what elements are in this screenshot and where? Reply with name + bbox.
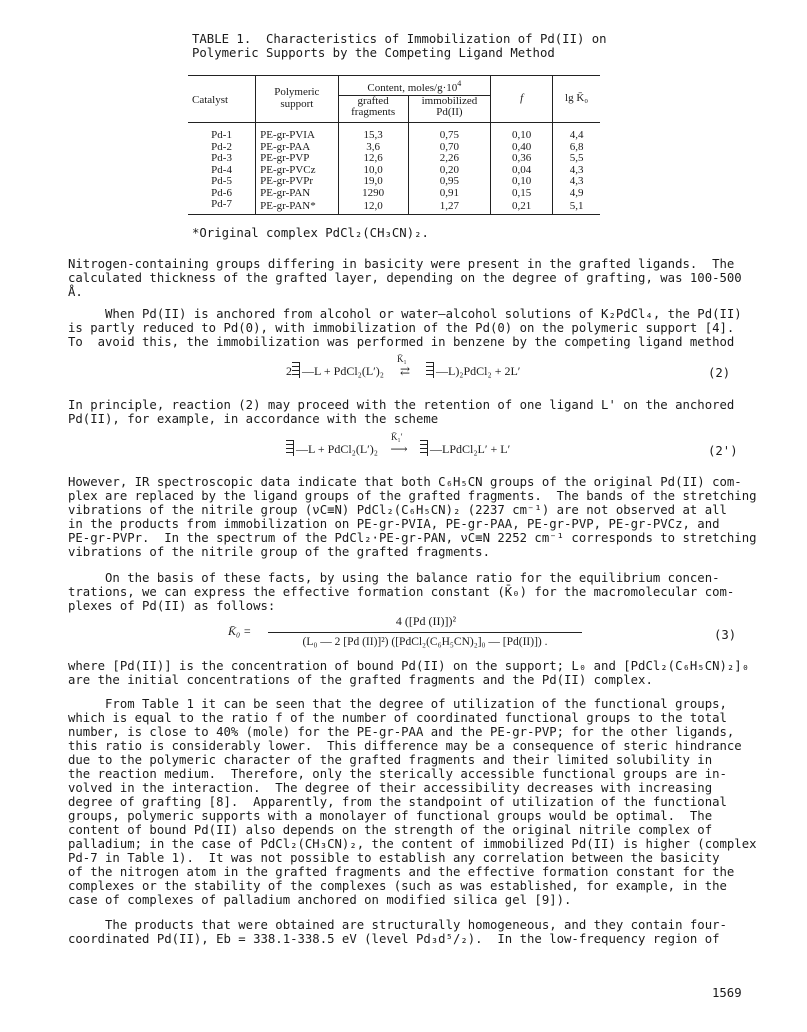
table-1: [188, 75, 600, 215]
eq3-numerator: 4 ([Pd (II)])²: [395, 614, 457, 628]
table-row: Pd-2 PE-gr-PAA 3,6 0,70 0,40 6,8: [188, 142, 600, 154]
para7-line: From Table 1 it can be seen that the degree of utilization of the functional groups,: [68, 697, 727, 711]
para4-line: plex are replaced by the ligand groups of the grafted fragments. The bands of the stretching: [68, 489, 757, 503]
para1-line: Å.: [68, 285, 83, 299]
para7-line: number, is close to 40% (mole) for the PE-gr-PAA and the PE-gr-PVP; for the other ligands,: [68, 725, 735, 739]
equation-2-prime: —L + PdCl₂(L′)₂ K̄₁′ ⟶ —LPdCl₂L′ + L′: [286, 440, 510, 457]
para4-line: vibrations of the nitrile group of the grafted fragments.: [68, 545, 490, 559]
para7-line: volved in the interaction. The degree of their accessibility decreases with increasing: [68, 781, 713, 795]
surface-symbol: [292, 362, 300, 378]
para7-line: groups, polymeric supports with a monolayer of functional groups would be optimal. The: [68, 809, 713, 823]
para4-line: in the products from immobilization on PE-gr-PVIA, PE-gr-PAA, PE-gr-PVP, PE-gr-PVCz, and: [68, 517, 720, 531]
para8-line: The products that were obtained are structurally homogeneous, and they contain four-: [68, 918, 727, 932]
para6-line: where [Pd(II)] is the concentration of bound Pd(II) on the support; L₀ and [PdCl₂(C₆H₅CN)₂]₀: [68, 659, 750, 673]
reaction-arrow: K̄₁′ ⟶: [390, 432, 408, 456]
table-row: Pd-7 PE-gr-PAN* 12,0 1,27 0,21 5,1: [188, 199, 600, 214]
table-row: Pd-4 PE-gr-PVCz 10,0 0,20 0,04 4,3: [188, 165, 600, 177]
eq3-denominator: (L₀ — 2 [Pd (II)]²) ([PdCl₂(C₆H₅CN)₂]₀ — [Pd(II)]) .: [302, 636, 548, 648]
header-support: Polymeric support: [256, 76, 338, 123]
para7-line: palladium; in the case of PdCl₂(CH₃CN)₂, the content of immobilized Pd(II) is higher (complex: [68, 837, 757, 851]
eq3-number: (3): [714, 628, 737, 642]
para4-line: PE-gr-PVPr. In the spectrum of the PdCl₂·PE-gr-PAN, νC≡N 2252 cm⁻¹ corresponds to stretching: [68, 531, 757, 545]
table-caption-line1: TABLE 1. Characteristics of Immobilization of Pd(II) on: [192, 32, 607, 46]
para7-line: degree of grafting [8]. Apparently, from the standpoint of utilization of the functional: [68, 795, 727, 809]
para5-line: On the basis of these facts, by using the balance ratio for the equilibrium concen-: [68, 571, 720, 585]
para5-line: trations, we can express the effective formation constant (K̄₀) for the macromolecular com-: [68, 585, 735, 599]
para2-line: is partly reduced to Pd(0), with immobilization of the Pd(0) on the polymeric support [4].: [68, 321, 735, 335]
para3-line: Pd(II), for example, in accordance with the scheme: [68, 412, 439, 426]
header-content: Content, moles/$g\cdot 10^4$: [338, 76, 491, 96]
header-grafted: grafted fragments: [338, 95, 408, 122]
fraction-bar: [268, 632, 582, 633]
para1-line: Nitrogen-containing groups differing in basicity were present in the grafted ligands. The: [68, 257, 735, 271]
para1-line: calculated thickness of the grafted layer, depending on the degree of grafting, was 100-500: [68, 271, 742, 285]
header-f: f: [491, 76, 553, 123]
para4-line: However, IR spectroscopic data indicate that both C₆H₅CN groups of the original Pd(II) com-: [68, 475, 742, 489]
eq2-number: (2): [708, 366, 731, 380]
para4-line: vibrations of the nitrile group (νC≡N) PdCl₂(C₆H₅CN)₂ (2237 cm⁻¹) are not observed at all: [68, 503, 727, 517]
para7-line: due to the polymeric character of the grafted fragments and their limited solubility in: [68, 753, 713, 767]
para8-line: coordinated Pd(II), Eb = 338.1-338.5 eV (level Pd₃d⁵/₂). In the low-frequency region of: [68, 932, 720, 946]
table-footnote: *Original complex PdCl₂(CH₃CN)₂.: [192, 226, 429, 240]
para7-line: content of bound Pd(II) also depends on the strength of the original nitrile complex of: [68, 823, 713, 837]
equilibrium-arrow: K̄₁ ⇄: [396, 354, 411, 378]
table-row: Pd-6 PE-gr-PAN 1290 0,91 0,15 4,9: [188, 188, 600, 200]
header-catalyst: Catalyst: [192, 94, 229, 106]
para2-line: To avoid this, the immobilization was performed in benzene by the competing ligand method: [68, 335, 735, 349]
surface-symbol: [420, 440, 428, 456]
header-immobilized: immobilized Pd(II): [408, 95, 490, 122]
page-number: 1569: [712, 986, 742, 1000]
table-caption-line2: Polymeric Supports by the Competing Ligand Method: [192, 46, 555, 60]
para7-line: the reaction medium. Therefore, only the sterically accessible functional groups are in-: [68, 767, 727, 781]
surface-symbol: [286, 440, 294, 456]
para7-line: case of complexes of palladium anchored on modified silica gel [9]).: [68, 893, 572, 907]
table-row: Pd-3 PE-gr-PVP 12,6 2,26 0,36 5,5: [188, 153, 600, 165]
surface-symbol: [426, 362, 434, 378]
para3-line: In principle, reaction (2) may proceed with the retention of one ligand L' on the anchored: [68, 398, 735, 412]
table-row: Pd-1 PE-gr-PVIA 15,3 0,75 0,10 4,4: [188, 130, 600, 142]
para7-line: which is equal to the ratio f of the number of coordinated functional groups to the total: [68, 711, 727, 725]
para5-line: plexes of Pd(II) as follows:: [68, 599, 276, 613]
para6-line: are the initial concentrations of the grafted fragments and the Pd(II) complex.: [68, 673, 653, 687]
equation-2: 2 —L + PdCl₂(L′)₂ K̄₁ ⇄ —L)₂PdCl₂ + 2L′: [286, 354, 521, 378]
para7-line: complexes or the stability of the complexes (such as was established, for example, in the: [68, 879, 727, 893]
eq2p-number: (2'): [708, 444, 738, 458]
table-row: Pd-5 PE-gr-PVPr 19,0 0,95 0,10 4,3: [188, 176, 600, 188]
para7-line: of the nitrogen atom in the grafted fragments and the effective formation constant for the: [68, 865, 735, 879]
para7-line: Pd-7 in Table 1). It was not possible to establish any correlation between the basicity: [68, 851, 720, 865]
header-lgk: lg K̄₀: [553, 76, 600, 123]
para7-line: this ratio is considerably lower. This difference may be a consequence of steric hindrance: [68, 739, 742, 753]
para2-line: When Pd(II) is anchored from alcohol or water—alcohol solutions of K₂PdCl₄, the Pd(II): [68, 307, 742, 321]
eq3-lhs: K̄₀ =: [228, 624, 252, 638]
